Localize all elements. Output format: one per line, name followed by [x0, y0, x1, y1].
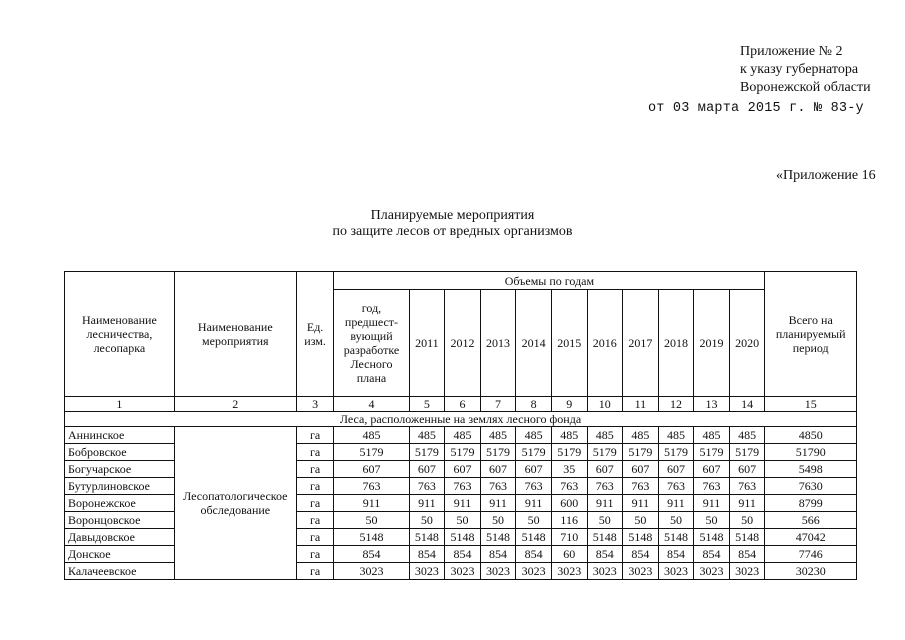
header-unit: Ед. изм.	[296, 272, 334, 397]
value-cell: 5179	[516, 444, 552, 461]
forestry-name: Бобровское	[65, 444, 175, 461]
header-year: 2015	[551, 290, 587, 397]
value-cell: 710	[551, 529, 587, 546]
value-cell: 50	[334, 512, 409, 529]
value-cell: 3023	[516, 563, 552, 580]
value-cell: 5179	[587, 444, 623, 461]
annex-region: Воронежской области	[740, 80, 871, 95]
value-cell: 5148	[409, 529, 445, 546]
value-cell: 5148	[516, 529, 552, 546]
value-cell: 5179	[445, 444, 481, 461]
header-year: 2020	[729, 290, 765, 397]
total-cell: 30230	[765, 563, 857, 580]
column-number: 8	[516, 397, 552, 412]
value-cell: 5179	[409, 444, 445, 461]
value-cell: 5179	[694, 444, 730, 461]
value-cell: 5148	[334, 529, 409, 546]
value-cell: 911	[623, 495, 659, 512]
column-number: 11	[623, 397, 659, 412]
value-cell: 854	[516, 546, 552, 563]
value-cell: 3023	[551, 563, 587, 580]
value-cell: 3023	[694, 563, 730, 580]
column-number: 2	[174, 397, 296, 412]
header-year: 2017	[623, 290, 659, 397]
value-cell: 911	[480, 495, 516, 512]
value-cell: 5179	[729, 444, 765, 461]
value-cell: 763	[445, 478, 481, 495]
value-cell: 50	[409, 512, 445, 529]
header-total: Всего на планируемый период	[765, 272, 857, 397]
value-cell: 854	[658, 546, 694, 563]
value-cell: 50	[587, 512, 623, 529]
value-cell: 763	[551, 478, 587, 495]
value-cell: 5148	[623, 529, 659, 546]
column-number: 3	[296, 397, 334, 412]
value-cell: 3023	[587, 563, 623, 580]
column-number: 10	[587, 397, 623, 412]
value-cell: 911	[409, 495, 445, 512]
header-year: 2019	[694, 290, 730, 397]
total-cell: 47042	[765, 529, 857, 546]
column-number: 4	[334, 397, 409, 412]
unit-cell: га	[296, 478, 334, 495]
header-year: 2011	[409, 290, 445, 397]
header-year: 2018	[658, 290, 694, 397]
value-cell: 763	[658, 478, 694, 495]
value-cell: 854	[445, 546, 481, 563]
value-cell: 854	[729, 546, 765, 563]
value-cell: 485	[623, 427, 659, 444]
value-cell: 763	[480, 478, 516, 495]
unit-cell: га	[296, 563, 334, 580]
value-cell: 854	[480, 546, 516, 563]
value-cell: 3023	[623, 563, 659, 580]
value-cell: 5179	[551, 444, 587, 461]
value-cell: 854	[409, 546, 445, 563]
value-cell: 5179	[334, 444, 409, 461]
header-year: 2013	[480, 290, 516, 397]
header-forestry: Наименование лесничества, лесопарка	[65, 272, 175, 397]
value-cell: 50	[694, 512, 730, 529]
value-cell: 763	[334, 478, 409, 495]
value-cell: 50	[623, 512, 659, 529]
total-cell: 51790	[765, 444, 857, 461]
measures-table	[64, 271, 857, 580]
column-number: 1	[65, 397, 175, 412]
section-title: Леса, расположенные на землях лесного фонда	[65, 412, 857, 427]
forestry-name: Богучарское	[65, 461, 175, 478]
total-cell: 4850	[765, 427, 857, 444]
forestry-name: Донское	[65, 546, 175, 563]
value-cell: 3023	[480, 563, 516, 580]
unit-cell: га	[296, 529, 334, 546]
value-cell: 911	[658, 495, 694, 512]
value-cell: 911	[694, 495, 730, 512]
value-cell: 607	[694, 461, 730, 478]
unit-cell: га	[296, 444, 334, 461]
unit-cell: га	[296, 495, 334, 512]
value-cell: 607	[587, 461, 623, 478]
total-cell: 8799	[765, 495, 857, 512]
value-cell: 5148	[445, 529, 481, 546]
value-cell: 50	[480, 512, 516, 529]
total-cell: 7630	[765, 478, 857, 495]
value-cell: 600	[551, 495, 587, 512]
total-cell: 7746	[765, 546, 857, 563]
header-year: 2016	[587, 290, 623, 397]
value-cell: 5179	[623, 444, 659, 461]
value-cell: 485	[445, 427, 481, 444]
measure-name: Лесопатологическое обследование	[174, 427, 296, 580]
value-cell: 485	[334, 427, 409, 444]
value-cell: 763	[516, 478, 552, 495]
value-cell: 911	[334, 495, 409, 512]
value-cell: 5148	[480, 529, 516, 546]
column-number: 6	[445, 397, 481, 412]
value-cell: 485	[480, 427, 516, 444]
value-cell: 485	[551, 427, 587, 444]
value-cell: 485	[729, 427, 765, 444]
header-prev-year: год, предшест-вующий разработке Лесного плана	[334, 290, 409, 397]
forestry-name: Давыдовское	[65, 529, 175, 546]
value-cell: 3023	[334, 563, 409, 580]
value-cell: 854	[587, 546, 623, 563]
value-cell: 763	[694, 478, 730, 495]
forestry-name: Аннинское	[65, 427, 175, 444]
value-cell: 854	[623, 546, 659, 563]
value-cell: 911	[445, 495, 481, 512]
header-volumes-by-year: Объемы по годам	[334, 272, 765, 290]
column-number: 15	[765, 397, 857, 412]
total-cell: 5498	[765, 461, 857, 478]
annex-decree-ref: к указу губернатора	[740, 62, 859, 77]
column-number: 14	[729, 397, 765, 412]
value-cell: 485	[658, 427, 694, 444]
value-cell: 607	[729, 461, 765, 478]
value-cell: 485	[409, 427, 445, 444]
section-row	[65, 412, 857, 427]
value-cell: 485	[516, 427, 552, 444]
appendix-reference: «Приложение 16	[776, 168, 876, 183]
value-cell: 50	[658, 512, 694, 529]
value-cell: 607	[658, 461, 694, 478]
value-cell: 5179	[480, 444, 516, 461]
value-cell: 607	[445, 461, 481, 478]
value-cell: 116	[551, 512, 587, 529]
header-row-top	[65, 272, 857, 290]
column-number: 9	[551, 397, 587, 412]
value-cell: 5148	[729, 529, 765, 546]
value-cell: 763	[623, 478, 659, 495]
value-cell: 607	[516, 461, 552, 478]
value-cell: 50	[516, 512, 552, 529]
forestry-name: Калачеевское	[65, 563, 175, 580]
value-cell: 607	[623, 461, 659, 478]
forestry-name: Воронцовское	[65, 512, 175, 529]
value-cell: 607	[409, 461, 445, 478]
value-cell: 607	[334, 461, 409, 478]
value-cell: 854	[334, 546, 409, 563]
value-cell: 35	[551, 461, 587, 478]
value-cell: 763	[587, 478, 623, 495]
annex-label: Приложение № 2	[740, 44, 843, 59]
value-cell: 911	[516, 495, 552, 512]
unit-cell: га	[296, 461, 334, 478]
value-cell: 854	[694, 546, 730, 563]
value-cell: 763	[409, 478, 445, 495]
header-measure: Наименование мероприятия	[174, 272, 296, 397]
document-title-line2: по защите лесов от вредных организмов	[332, 224, 573, 239]
value-cell: 911	[729, 495, 765, 512]
value-cell: 3023	[729, 563, 765, 580]
column-number: 12	[658, 397, 694, 412]
unit-cell: га	[296, 427, 334, 444]
column-number: 7	[480, 397, 516, 412]
value-cell: 50	[729, 512, 765, 529]
document-title-line1: Планируемые мероприятия	[370, 208, 535, 223]
column-number: 13	[694, 397, 730, 412]
unit-cell: га	[296, 546, 334, 563]
value-cell: 911	[587, 495, 623, 512]
table-row	[65, 427, 857, 444]
forestry-name: Воронежское	[65, 495, 175, 512]
annex-date-line: от 03 марта 2015 г. № 83-у	[648, 101, 864, 116]
forestry-name: Бутурлиновское	[65, 478, 175, 495]
value-cell: 5179	[658, 444, 694, 461]
value-cell: 60	[551, 546, 587, 563]
column-number: 5	[409, 397, 445, 412]
header-year: 2012	[445, 290, 481, 397]
value-cell: 763	[729, 478, 765, 495]
value-cell: 5148	[658, 529, 694, 546]
total-cell: 566	[765, 512, 857, 529]
value-cell: 50	[445, 512, 481, 529]
value-cell: 3023	[445, 563, 481, 580]
value-cell: 607	[480, 461, 516, 478]
value-cell: 5148	[694, 529, 730, 546]
value-cell: 3023	[409, 563, 445, 580]
column-number-row	[65, 397, 857, 412]
header-year: 2014	[516, 290, 552, 397]
value-cell: 485	[694, 427, 730, 444]
value-cell: 3023	[658, 563, 694, 580]
unit-cell: га	[296, 512, 334, 529]
value-cell: 485	[587, 427, 623, 444]
value-cell: 5148	[587, 529, 623, 546]
